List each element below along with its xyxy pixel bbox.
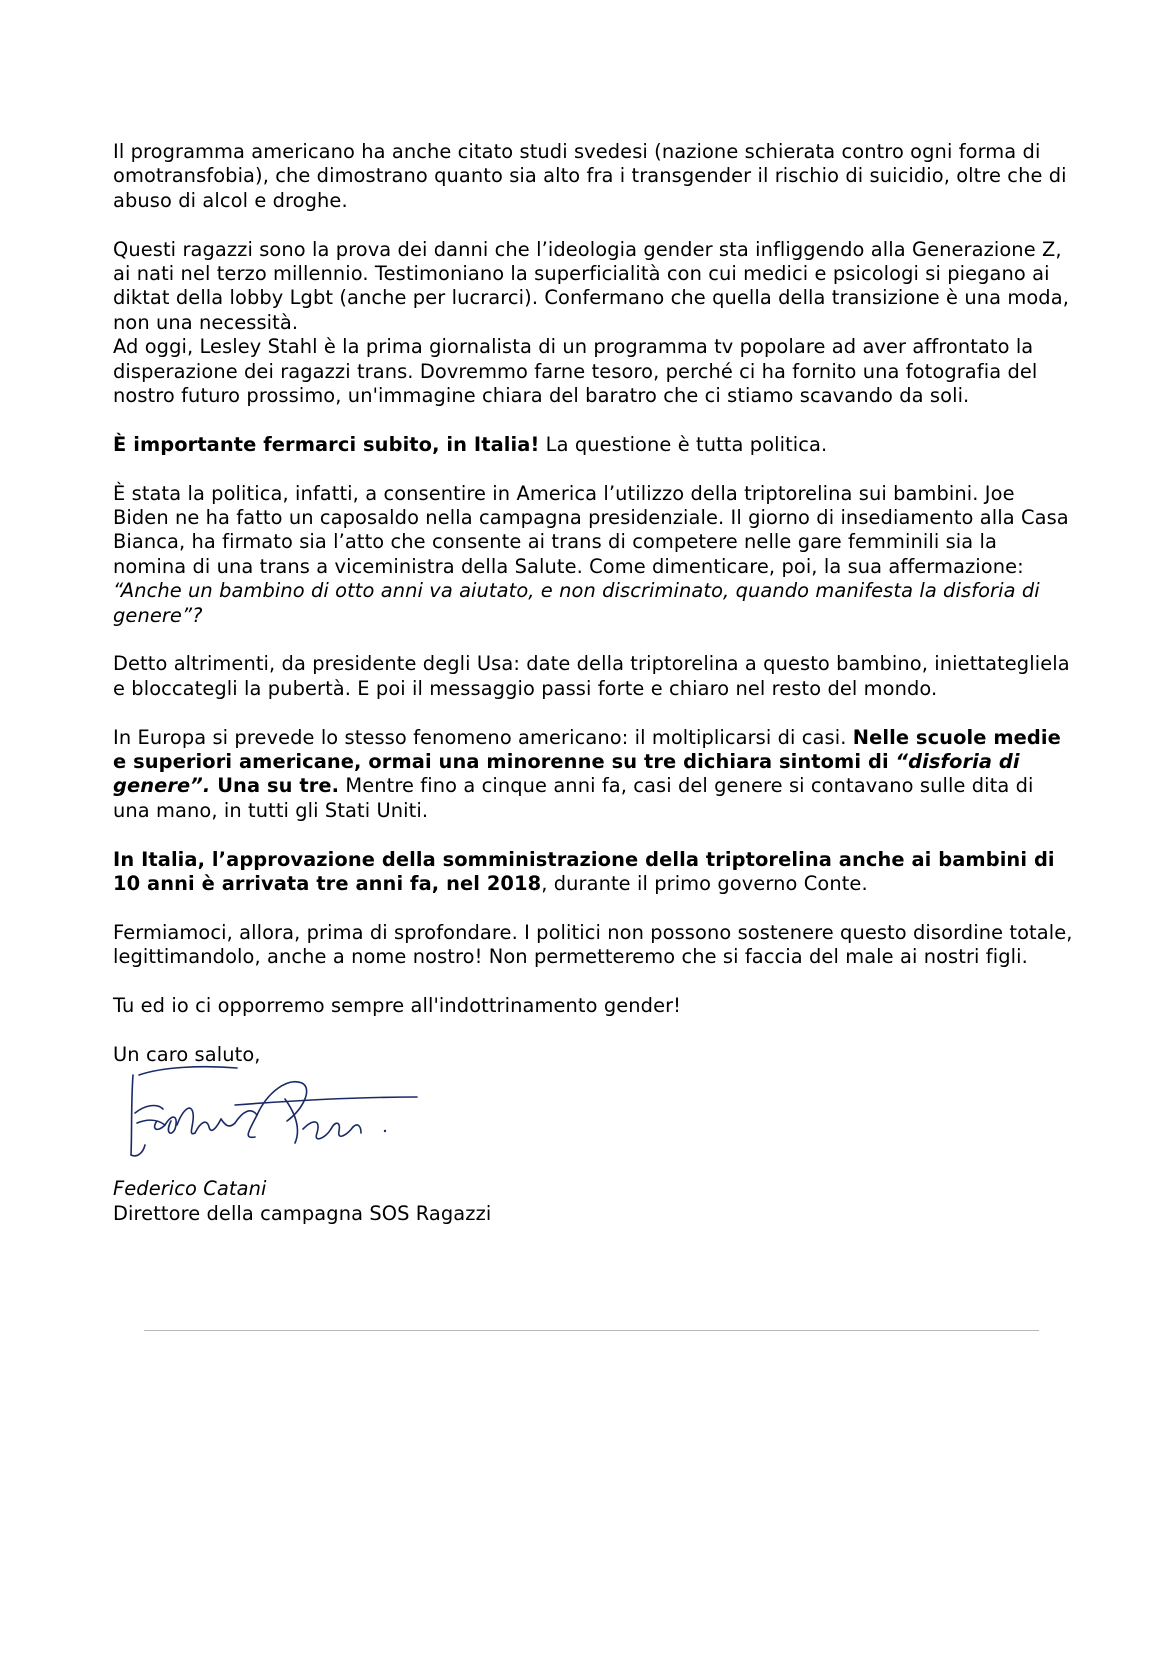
quote-biden: “Anche un bambino di otto anni va aiutato, e non discriminato, quando manifesta la disforia di genere”? [113, 579, 1040, 627]
signer-name: Federico Catani [113, 1177, 267, 1201]
text-politics: La questione è tutta politica. [539, 432, 828, 456]
footer-divider [144, 1330, 1039, 1331]
letter-body [113, 140, 1073, 1226]
emphasis-schools: Nelle scuole medie e superiori americane, ormai una minorenne su tre dichiara sintomi di [113, 725, 1061, 774]
paragraph-europe [113, 726, 1073, 824]
emphasis-dysphoria: “disforia di genere”. [113, 750, 1020, 798]
signer-block [113, 1177, 1073, 1226]
text-europe: In Europa si prevede lo stesso fenomeno americano: il moltiplicarsi di casi. [113, 725, 853, 749]
emphasis-one-in-three: Una su tre. [210, 774, 340, 798]
text-conte: , durante il primo governo Conte. [541, 872, 868, 896]
paragraph-oppose: Tu ed io ci opporremo sempre all'indottrinamento gender! [113, 994, 682, 1018]
paragraph-in-other-words: Detto altrimenti, da presidente degli Usa: date della triptorelina a questo bambino, iniettategliela e bloccategli la pubertà. E poi il messaggio passi forte e chiaro nel resto del mondo. [113, 652, 1070, 700]
paragraph-stop-now [113, 433, 1073, 457]
text-biden: È stata la politica, infatti, a consentire in America l’utilizzo della triptorelina sui bambini. Joe Biden ne ha fatto un caposaldo nella campagna presidenziale. Il giorno di insediamento alla Casa Bianca, ha firmato sia l’atto che consente ai trans di competere nelle gare femminili sia la nomina di una trans a viceministra della Salute. Come dimenticare, poi, la sua affermazione: [113, 481, 1069, 578]
emphasis-italy-approval: In Italia, l’approvazione della somministrazione della triptorelina anche ai bambini di 10 anni è arrivata tre anni fa, nel 2018 [113, 847, 1055, 896]
paragraph-swedish-studies: Il programma americano ha anche citato studi svedesi (nazione schierata contro ogni forma di omotransfobia), che dimostrano quanto sia alto fra i transgender il rischio di suicidio, oltre che di abuso di alcol e droghe. [113, 140, 1067, 212]
paragraph-generation-z: Questi ragazzi sono la prova dei danni che l’ideologia gender sta infliggendo alla Generazione Z, ai nati nel terzo millennio. Testimoniano la superficialità con cui medici e psicologi si piegano ai diktat della lobby Lgbt (anche per lucrarci). Confermano che quella della transizione è una moda, non una necessità. [113, 237, 1069, 334]
closing-greeting: Un caro saluto, [113, 1042, 261, 1066]
signer-title: Direttore della campagna SOS Ragazzi [113, 1201, 492, 1225]
text-five-years: Mentre fino a cinque anni fa, casi del genere si contavano sulle dita di una mano, in tutti gli Stati Uniti. [113, 774, 1034, 822]
paragraph-italy [113, 848, 1073, 897]
signature-image [117, 1063, 427, 1171]
paragraph-stop: Fermiamoci, allora, prima di sprofondare. I politici non possono sostenere questo disordine totale, legittimandolo, anche a nome nostro! Non permetteremo che si faccia del male ai nostri figli. [113, 920, 1073, 969]
signer-name-wrap [113, 1177, 1073, 1201]
paragraph-biden [113, 482, 1073, 628]
emphasis-stop-now: È importante fermarci subito, in Italia! [113, 432, 540, 456]
paragraph-lesley-stahl: Ad oggi, Lesley Stahl è la prima giornalista di un programma tv popolare ad aver affrontato la disperazione dei ragazzi trans. Dovremmo farne tesoro, perché ci ha fornito una fotografia del nostro futuro prossimo, un'immagine chiara del baratro che ci stiamo scavando da soli. [113, 335, 1038, 408]
